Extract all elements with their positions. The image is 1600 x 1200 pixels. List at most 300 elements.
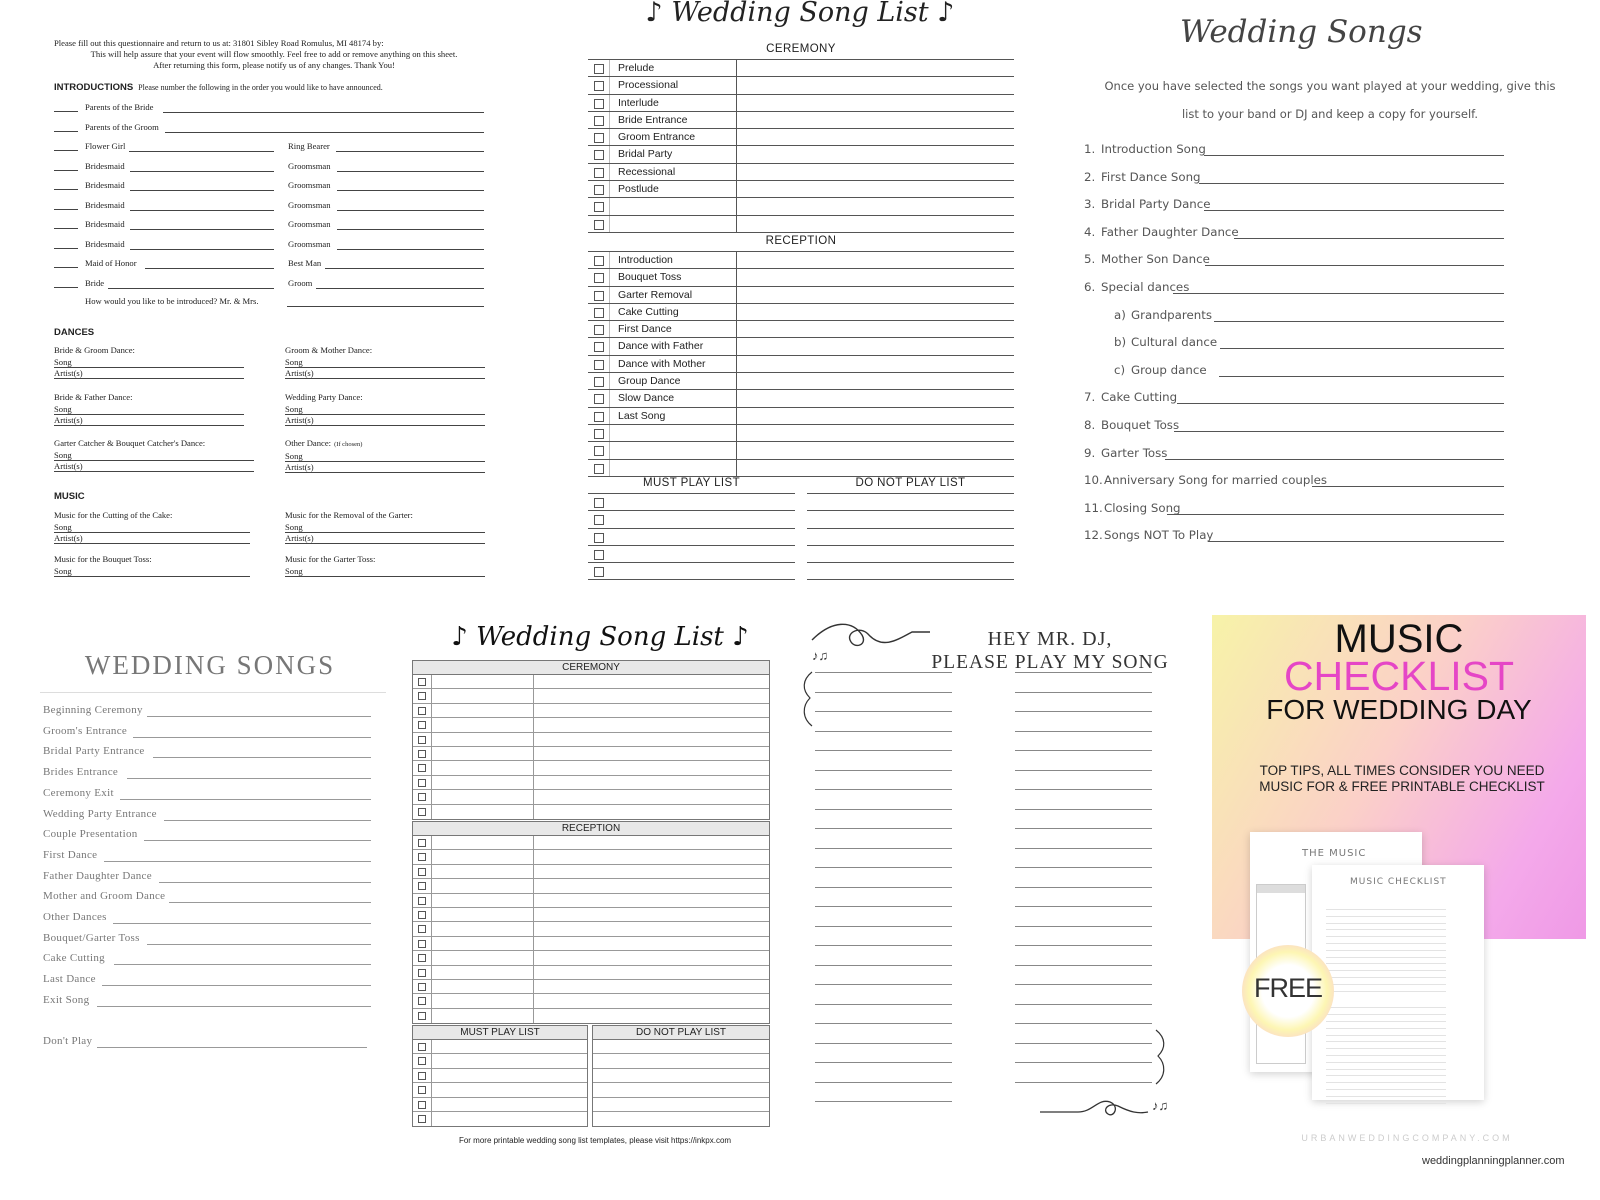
number-blank (54, 111, 78, 112)
template-row (413, 994, 769, 1008)
song-row (588, 146, 1014, 163)
item-number: 8. (1084, 418, 1096, 432)
template-row (593, 1054, 769, 1068)
template-row (413, 937, 769, 951)
item-number: 4. (1084, 224, 1096, 239)
column-divider (431, 836, 432, 849)
number-blank (54, 248, 78, 249)
intro-line: After returning this form, please notify us of any changes. Thank You! (153, 60, 395, 70)
song-row-label: Postlude (618, 183, 659, 196)
song-list-title: ♪ Wedding Song List ♪ (645, 0, 955, 28)
write-line (1015, 1023, 1152, 1024)
column-divider (736, 442, 737, 458)
item-label: Last Dance (43, 973, 96, 986)
field-label: Music for the Bouquet Toss: (54, 554, 152, 564)
song-line: Song (285, 522, 485, 533)
introduction-label: Groomsman (288, 180, 331, 190)
checkbox[interactable] (418, 721, 426, 729)
item-number: 5. (1084, 252, 1096, 267)
item-label: Other Dances (43, 911, 107, 923)
column-divider (736, 460, 737, 476)
checkbox[interactable] (594, 325, 604, 335)
free-badge (1242, 945, 1334, 1037)
dance-field (285, 392, 485, 426)
checkbox[interactable] (418, 1072, 426, 1080)
checkbox[interactable] (594, 342, 604, 352)
dance-field (54, 510, 250, 544)
artist-line: Artist(s) (285, 415, 485, 426)
checkbox[interactable] (418, 1043, 426, 1051)
item-number: 10. (1084, 473, 1103, 488)
description-line: Once you have selected the songs you want played at your wedding, give this (1104, 79, 1556, 93)
song-item (1084, 528, 1504, 542)
wedding-songs-description (1090, 72, 1570, 128)
field-label: Bride & Groom Dance: (54, 345, 135, 355)
write-line (815, 1082, 952, 1083)
column-divider (533, 718, 534, 731)
checkbox[interactable] (594, 81, 604, 91)
song-item (43, 994, 373, 1008)
entry-line (113, 923, 371, 924)
field-label: Other Dance: (285, 438, 332, 448)
checkbox[interactable] (418, 983, 426, 991)
checkbox[interactable] (418, 1057, 426, 1065)
item-label: Bouquet Toss (1101, 418, 1180, 432)
item-label: Group dance (1131, 362, 1207, 377)
entry-line (129, 151, 274, 152)
checklist-line (1326, 939, 1446, 944)
template-row (413, 675, 769, 689)
introduction-label: Groomsman (288, 238, 331, 249)
bracket-ornament-icon (798, 670, 818, 730)
checkbox[interactable] (594, 116, 604, 126)
checkbox[interactable] (418, 897, 426, 905)
write-line (815, 906, 952, 907)
field-label: Groom & Mother Dance: (285, 345, 373, 355)
artist-line: Artist(s) (285, 368, 485, 379)
checklist-line (1326, 1037, 1446, 1042)
row-divider (609, 373, 610, 389)
checkbox[interactable] (418, 882, 426, 890)
song-row-label: Slow Dance (618, 392, 675, 405)
column-divider (431, 850, 432, 863)
entry-line (336, 151, 484, 152)
item-label: Cake Cutting (1101, 390, 1178, 405)
song-row (588, 321, 1014, 338)
checkbox[interactable] (594, 308, 604, 318)
column-divider (736, 390, 737, 406)
number-blank (54, 209, 78, 210)
checklist-line (1326, 1003, 1446, 1008)
checkbox[interactable] (594, 168, 604, 178)
checkbox[interactable] (418, 911, 426, 919)
dj-heading-line2: PLEASE PLAY MY SONG (931, 652, 1169, 673)
song-line: Song (54, 522, 250, 533)
song-row (588, 129, 1014, 146)
column-divider (533, 805, 534, 819)
list-row (807, 546, 1014, 563)
column-divider (431, 805, 432, 819)
row-divider (609, 442, 610, 458)
checklist-title-music: MUSIC (1334, 617, 1464, 661)
checkbox[interactable] (418, 678, 426, 686)
song-row (588, 164, 1014, 181)
song-row-label: Bridal Party (618, 148, 673, 161)
checkbox[interactable] (418, 692, 426, 700)
artist-line: Artist(s) (285, 462, 485, 473)
introduction-row (54, 141, 514, 153)
template-row (413, 704, 769, 718)
introductions-heading: INTRODUCTIONS Please number the following in the order you would like to have announced. (54, 82, 383, 93)
song-item (1084, 501, 1504, 515)
column-divider (431, 747, 432, 760)
free-badge-label: FREE (1253, 973, 1322, 1003)
checklist-subtitle: TOP TIPS, ALL TIMES CONSIDER YOU NEED MUSIC FOR & FREE PRINTABLE CHECKLIST (1259, 763, 1545, 794)
write-line (1015, 1062, 1152, 1063)
intro-question-row (54, 296, 514, 308)
checkbox[interactable] (594, 446, 604, 456)
introduction-row (54, 239, 514, 251)
song-row (588, 304, 1014, 321)
row-divider (609, 164, 610, 180)
row-divider (609, 129, 610, 145)
number-blank (54, 267, 78, 268)
song-item (1084, 280, 1504, 294)
song-row (588, 112, 1014, 129)
write-line (815, 789, 952, 790)
template-reception-box (412, 821, 770, 1024)
song-item (1084, 170, 1504, 184)
row-divider (609, 460, 610, 476)
checkbox[interactable] (418, 793, 426, 801)
checkbox[interactable] (594, 133, 604, 143)
dance-field (285, 510, 485, 544)
artist-line: Artist(s) (54, 415, 244, 426)
template-row (413, 908, 769, 922)
checkbox[interactable] (418, 750, 426, 758)
song-row (588, 181, 1014, 198)
template-row (413, 1112, 587, 1126)
checklist-line (1326, 1031, 1446, 1036)
song-row-label: Last Song (618, 409, 666, 422)
checkbox[interactable] (594, 202, 604, 212)
item-number: b) (1114, 335, 1127, 350)
song-row (588, 269, 1014, 286)
row-divider (609, 304, 610, 320)
song-line: Song (285, 404, 485, 415)
item-label: Bridal Party Dance (1101, 197, 1211, 212)
song-row-label: Bouquet Toss (618, 271, 682, 284)
column-divider (431, 704, 432, 717)
entry-line (1199, 183, 1504, 184)
song-list-template-panel (410, 620, 800, 1180)
checkbox[interactable] (594, 150, 604, 160)
wedding-songs-serif-title: WEDDING SONGS (84, 650, 336, 680)
introduction-label: Maid of Honor (85, 258, 137, 268)
song-row (588, 216, 1014, 233)
checkbox[interactable] (418, 736, 426, 744)
item-label: Introduction Song (1101, 142, 1206, 156)
checklist-line (1326, 932, 1446, 937)
checklist-line (1326, 1024, 1446, 1029)
column-divider (431, 718, 432, 731)
column-divider (736, 408, 737, 424)
entry-line (147, 716, 371, 717)
column-divider (533, 850, 534, 863)
introduction-row (54, 122, 514, 134)
checkbox[interactable] (418, 779, 426, 787)
entry-line (130, 190, 274, 191)
checkbox[interactable] (594, 64, 604, 74)
checklist-line (1326, 1065, 1446, 1070)
checkbox[interactable] (418, 839, 426, 847)
item-number: 3. (1084, 197, 1096, 212)
write-line (1015, 926, 1152, 927)
introduction-row (54, 180, 514, 192)
item-number: 2. (1084, 169, 1096, 184)
entry-line (108, 288, 274, 289)
entry-line (1205, 265, 1504, 266)
write-line (1015, 906, 1152, 907)
template-row (413, 689, 769, 703)
entry-line (1204, 210, 1504, 211)
template-do-not-play-box (592, 1025, 770, 1127)
entry-line (102, 985, 371, 986)
dance-field (54, 554, 250, 577)
checkbox[interactable] (594, 377, 604, 387)
checkbox[interactable] (418, 1101, 426, 1109)
column-divider (533, 894, 534, 907)
write-line (1015, 711, 1152, 712)
template-row (413, 733, 769, 747)
checkbox[interactable] (418, 764, 426, 772)
card-back-title: THE MUSIC (1302, 848, 1367, 859)
dance-field (54, 392, 244, 426)
checkbox[interactable] (594, 394, 604, 404)
checkbox[interactable] (594, 533, 604, 543)
row-divider (609, 356, 610, 372)
entry-line (1214, 321, 1504, 322)
checkbox[interactable] (594, 464, 604, 474)
song-item (1084, 446, 1504, 460)
write-line (1015, 965, 1152, 966)
write-line (815, 1101, 952, 1102)
introduction-label: Groomsman (288, 219, 331, 229)
list-row (807, 494, 1014, 511)
checklist-title-wedding-day: FOR WEDDING DAY (1266, 694, 1532, 725)
row-divider (609, 390, 610, 406)
checkbox[interactable] (594, 273, 604, 283)
field-note: (If chosen) (334, 441, 363, 448)
song-row (588, 460, 1014, 477)
song-row-label: Garter Removal (618, 288, 693, 301)
introduction-row (54, 219, 514, 231)
checkbox[interactable] (594, 550, 604, 560)
artist-line: Artist(s) (54, 533, 250, 544)
song-line: Song (285, 451, 485, 462)
entry-line (316, 288, 484, 289)
dance-field (285, 554, 485, 577)
checkbox[interactable] (594, 412, 604, 422)
checkbox[interactable] (594, 429, 604, 439)
checkbox[interactable] (594, 567, 604, 577)
write-line (1015, 867, 1152, 868)
introduction-label: Bridesmaid (85, 219, 125, 229)
checkbox[interactable] (418, 868, 426, 876)
entry-line (130, 229, 274, 230)
template-row (593, 1069, 769, 1083)
checkbox[interactable] (418, 1115, 426, 1123)
ceremony-table (588, 59, 1014, 233)
checkbox[interactable] (418, 707, 426, 715)
write-line (815, 809, 952, 810)
checkbox[interactable] (418, 1086, 426, 1094)
item-label: Mother Son Dance (1101, 252, 1210, 267)
column-divider (736, 129, 737, 145)
song-row (588, 287, 1014, 304)
column-divider (431, 689, 432, 702)
write-line (815, 711, 952, 712)
template-row (413, 1009, 769, 1023)
song-line: Song (285, 357, 485, 368)
column-divider (431, 865, 432, 878)
entry-line (104, 861, 371, 862)
song-row (588, 373, 1014, 390)
checklist-line (1326, 980, 1446, 985)
song-item (1084, 197, 1504, 211)
column-divider (431, 1040, 432, 1053)
checklist-line (1326, 953, 1446, 958)
column-divider (533, 980, 534, 993)
template-row (413, 951, 769, 965)
write-line (1015, 789, 1152, 790)
row-divider (609, 95, 610, 111)
checkbox[interactable] (594, 515, 604, 525)
template-row (413, 1098, 587, 1112)
dance-field (285, 438, 485, 473)
checkbox[interactable] (418, 808, 426, 816)
column-divider (431, 675, 432, 688)
column-divider (431, 908, 432, 921)
write-line (1015, 1082, 1152, 1083)
song-row-label: Recessional (618, 165, 676, 178)
checkbox[interactable] (594, 360, 604, 370)
template-row (413, 747, 769, 761)
song-line: Song (54, 404, 244, 415)
column-divider (533, 966, 534, 979)
checkbox[interactable] (594, 185, 604, 195)
list-row (588, 511, 795, 528)
row-divider (609, 252, 610, 268)
entry-line (337, 171, 484, 172)
checklist-line (1326, 1010, 1446, 1015)
template-row (593, 1098, 769, 1112)
entry-line (97, 1047, 367, 1048)
list-row (588, 494, 795, 511)
wedding-songs-serif-panel (40, 640, 390, 1080)
checklist-line (1326, 905, 1446, 910)
column-divider (736, 95, 737, 111)
checkbox[interactable] (594, 99, 604, 109)
song-item (43, 849, 373, 863)
entry-line (130, 249, 274, 250)
column-divider (431, 937, 432, 950)
bracket-ornament-icon (1150, 1028, 1170, 1088)
checkbox[interactable] (418, 969, 426, 977)
song-item (43, 870, 373, 884)
column-divider (533, 908, 534, 921)
column-divider (736, 164, 737, 180)
template-row (413, 718, 769, 732)
row-divider (609, 198, 610, 214)
template-row (413, 980, 769, 994)
checkbox[interactable] (418, 940, 426, 948)
row-divider (609, 287, 610, 303)
checkbox[interactable] (594, 498, 604, 508)
introduction-label: Bridesmaid (85, 199, 125, 210)
item-label: Wedding Party Entrance (43, 807, 157, 820)
introduction-label: Groomsman (288, 160, 331, 171)
checkbox[interactable] (418, 925, 426, 933)
field-label: Music for the Removal of the Garter: (285, 510, 413, 520)
checkbox[interactable] (418, 954, 426, 962)
checkbox[interactable] (418, 1012, 426, 1020)
song-row (588, 356, 1014, 373)
must-play-heading: MUST PLAY LIST (643, 477, 740, 489)
column-divider (431, 980, 432, 993)
checkbox[interactable] (418, 853, 426, 861)
number-blank (54, 170, 78, 171)
column-divider (736, 60, 737, 76)
item-label: Father Daughter Dance (1101, 224, 1239, 239)
checkbox[interactable] (418, 997, 426, 1005)
template-do-not-play-heading: DO NOT PLAY LIST (593, 1026, 769, 1040)
checkbox[interactable] (594, 220, 604, 230)
song-row-label: Processional (618, 79, 679, 92)
item-label: Bridal Party Entrance (43, 745, 145, 758)
dances-heading: DANCES (54, 327, 95, 338)
column-divider (736, 77, 737, 93)
description-line: list to your band or DJ and keep a copy for yourself. (1181, 107, 1479, 121)
template-must-play-heading: MUST PLAY LIST (413, 1026, 587, 1040)
column-divider (533, 704, 534, 717)
row-divider (609, 60, 610, 76)
song-row (588, 95, 1014, 112)
checklist-line (1326, 1085, 1446, 1090)
checklist-line (1326, 946, 1446, 951)
template-row (413, 1054, 587, 1068)
template-row (413, 894, 769, 908)
write-line (815, 887, 952, 888)
write-line (815, 692, 952, 693)
entry-line (130, 171, 274, 172)
song-item (1084, 252, 1504, 266)
column-divider (431, 1054, 432, 1067)
entry-line (127, 778, 371, 779)
checkbox[interactable] (594, 256, 604, 266)
song-item (43, 890, 373, 904)
entry-line (169, 902, 371, 903)
checkbox[interactable] (594, 291, 604, 301)
song-row-label: Interlude (618, 96, 659, 109)
write-line (815, 1043, 952, 1044)
column-divider (736, 112, 737, 128)
write-line (1015, 1043, 1152, 1044)
column-divider (736, 146, 737, 162)
entry-line (325, 268, 484, 269)
field-label: Garter Catcher & Bouquet Catcher's Dance: (54, 438, 206, 448)
entry-line (337, 210, 484, 211)
